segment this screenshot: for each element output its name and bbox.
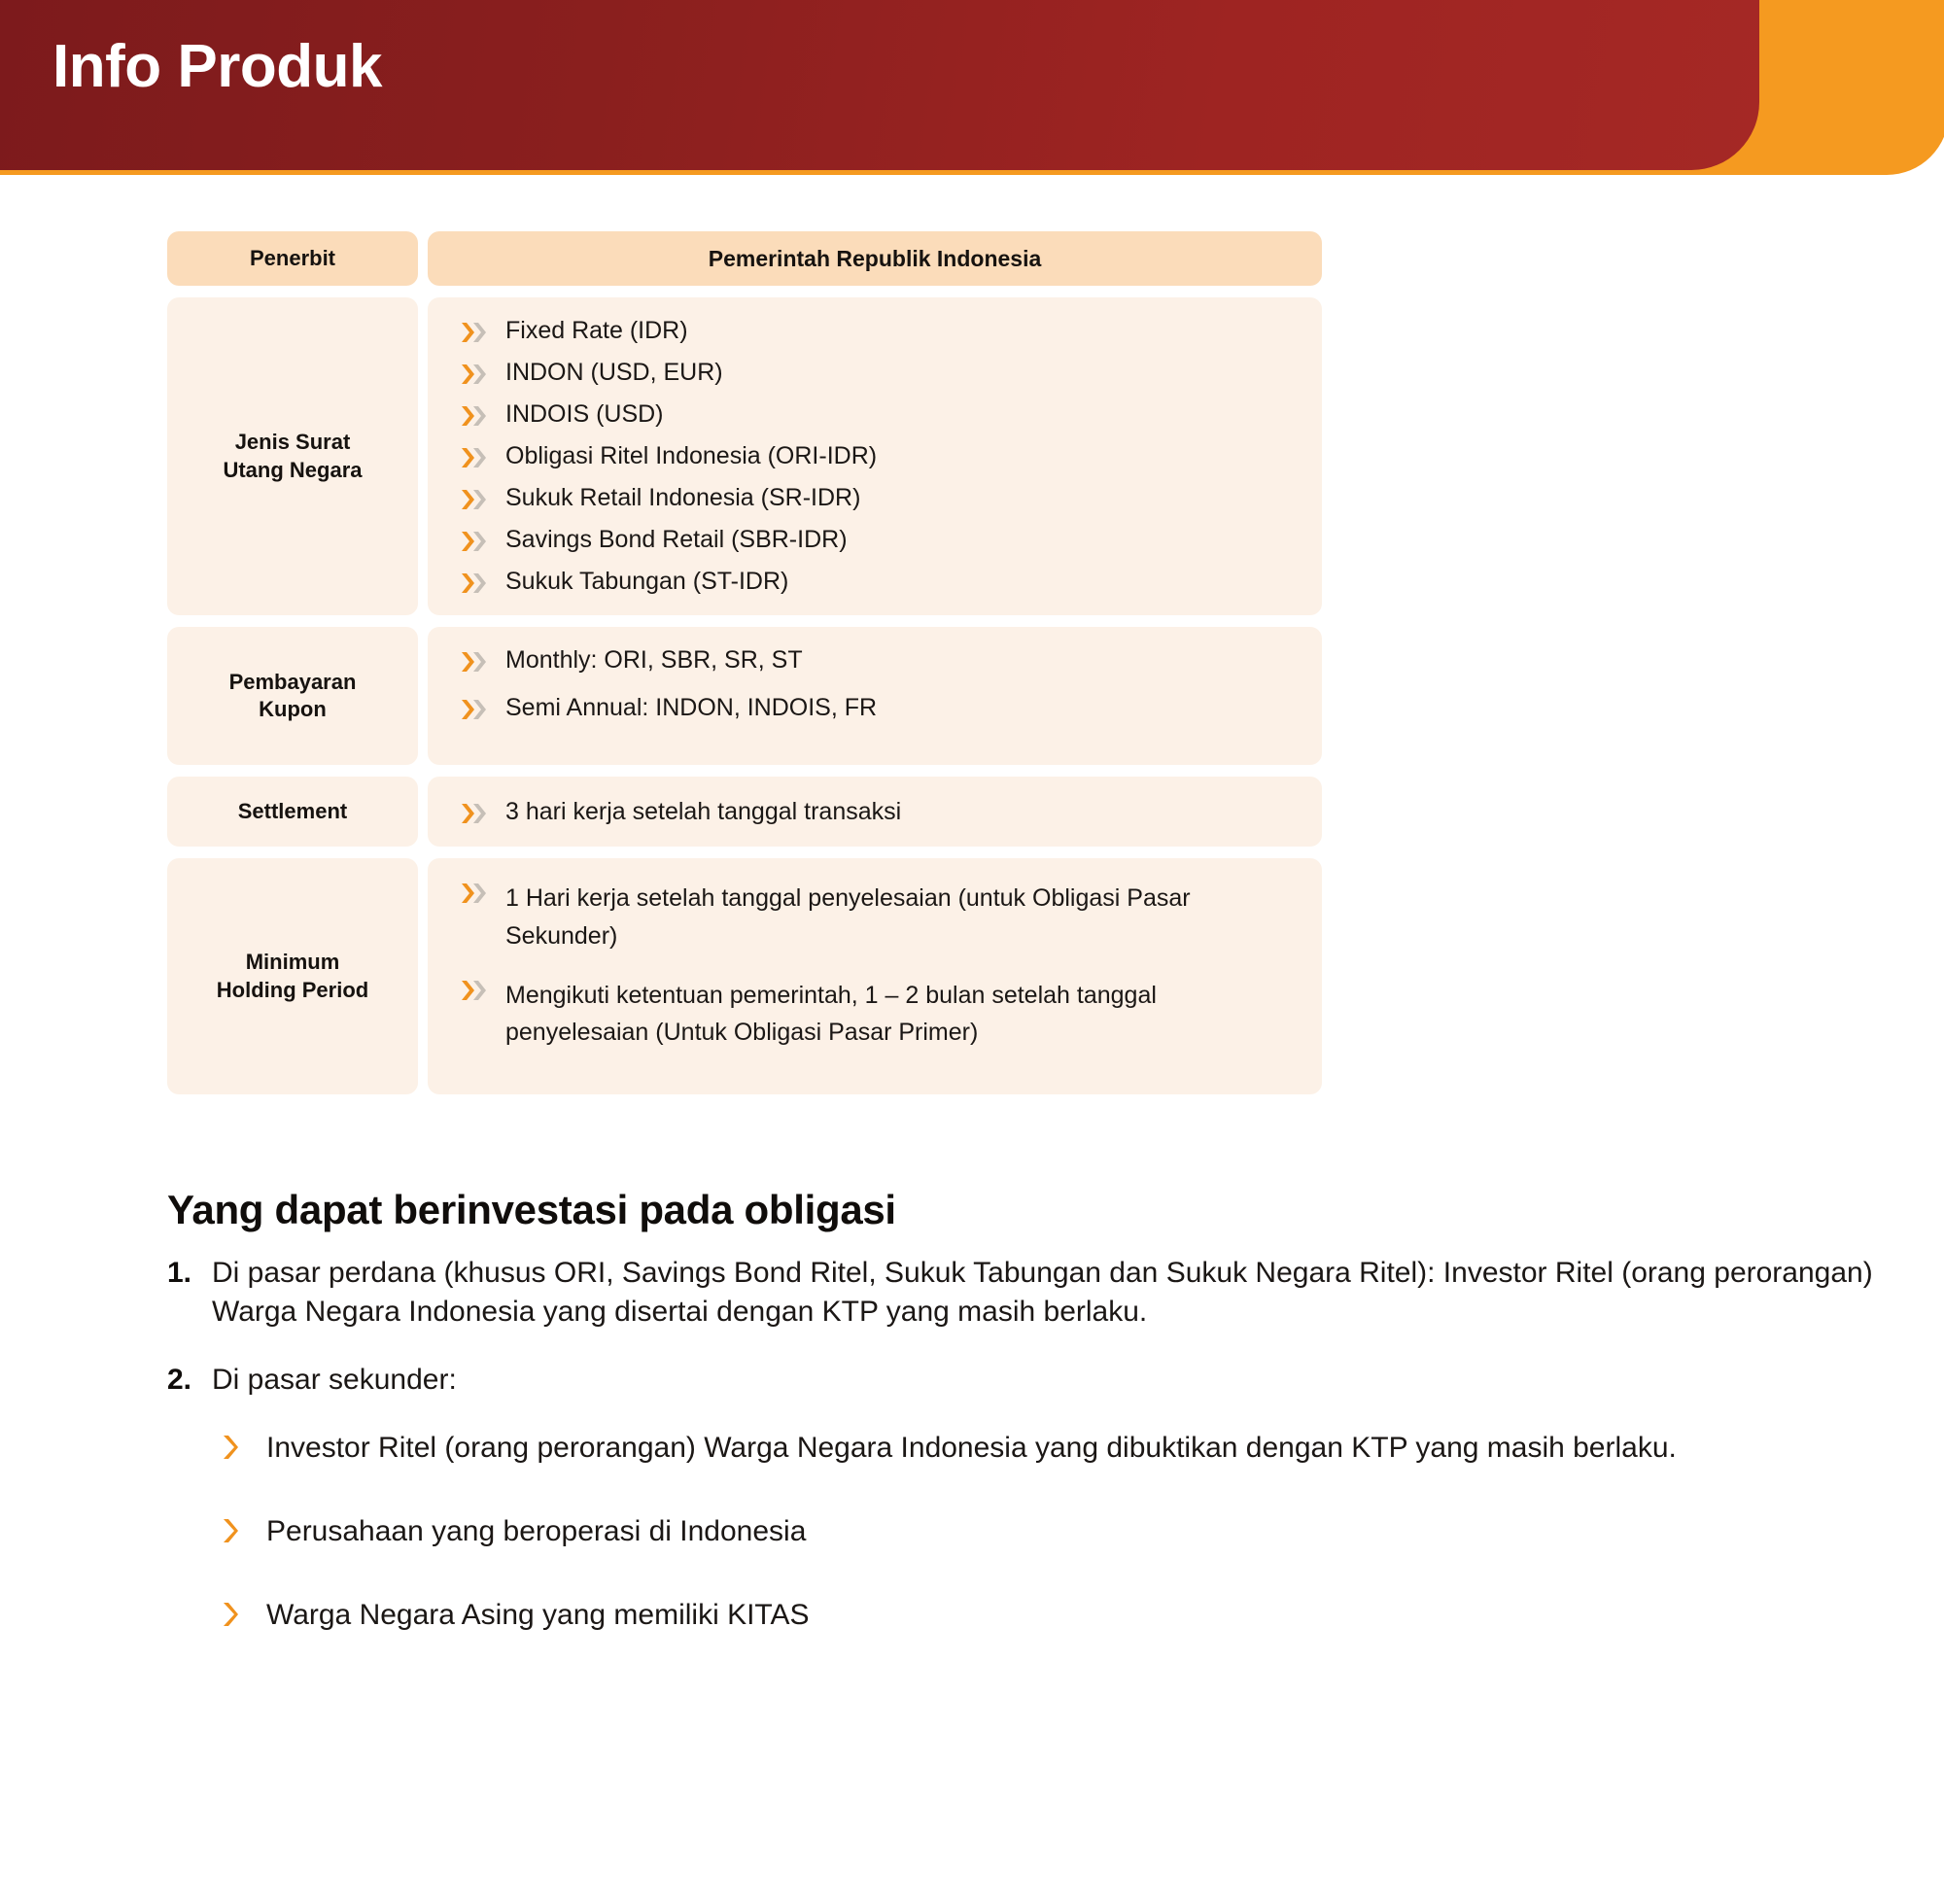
ordered-number: 1. <box>167 1257 192 1290</box>
ordered-text: Di pasar perdana (khusus ORI, Savings Bond Ritel, Sukuk Tabungan dan Sukuk Negara Ritel): Investor Ritel (orang perorangan) Warga Negara Indonesia yang disertai dengan KTP yang masih berlaku. <box>212 1257 1873 1329</box>
list-item-label: Savings Bond Retail (SBR-IDR) <box>505 526 848 553</box>
product-info-table <box>167 231 1322 1106</box>
list-item-label: Mengikuti ketentuan pemerintah, 1 – 2 bulan setelah tanggal penyelesaian (Untuk Obligasi Pasar Primer) <box>505 981 1157 1047</box>
list-item-label: Warga Negara Asing yang memiliki KITAS <box>266 1598 810 1631</box>
page-title: Info Produk <box>52 33 382 100</box>
table-row <box>167 297 1322 615</box>
page-header-banner <box>0 0 1944 180</box>
row-label-line-1: Minimum <box>245 950 340 975</box>
row-label-minimum-holding-period <box>167 858 418 1094</box>
table-row <box>167 627 1322 765</box>
double-chevron-icon <box>459 650 492 674</box>
table-row <box>167 858 1322 1094</box>
list-item-label: INDOIS (USD) <box>505 400 664 428</box>
list-item-label: Obligasi Ritel Indonesia (ORI-IDR) <box>505 442 878 469</box>
list-item-label: 3 hari kerja setelah tanggal transaksi <box>505 797 902 825</box>
row-content-minimum-holding-period <box>428 858 1322 1094</box>
double-chevron-icon <box>459 979 492 1002</box>
chevron-right-icon <box>220 1600 241 1629</box>
eligibility-section <box>167 1188 1888 1635</box>
list-item <box>455 880 1295 955</box>
bullet-list <box>455 319 1295 594</box>
bullet-list <box>455 880 1295 1073</box>
sub-bullet-list <box>167 1429 1888 1635</box>
list-item <box>455 319 1295 343</box>
row-label-pembayaran-kupon <box>167 627 418 765</box>
bullet-list <box>455 648 1295 744</box>
double-chevron-icon <box>459 488 492 511</box>
table-header-left: Penerbit <box>167 231 418 286</box>
double-chevron-icon <box>459 404 492 428</box>
list-item-label: Sukuk Tabungan (ST-IDR) <box>505 568 789 595</box>
row-label-line-2: Utang Negara <box>223 457 363 482</box>
chevron-right-icon <box>220 1433 241 1462</box>
row-label-line-2: Holding Period <box>216 977 369 1002</box>
row-label-settlement <box>167 777 418 847</box>
list-item-label: Monthly: ORI, SBR, SR, ST <box>505 646 803 674</box>
ordered-number: 2. <box>167 1363 192 1396</box>
list-item <box>455 977 1295 1053</box>
list-item <box>455 402 1295 427</box>
row-content-settlement <box>428 777 1322 847</box>
double-chevron-icon <box>459 530 492 553</box>
bullet-list <box>455 797 1295 825</box>
list-item <box>212 1429 1888 1468</box>
list-item <box>455 444 1295 468</box>
list-item <box>455 696 1295 720</box>
row-label-jenis-surat-utang-negara <box>167 297 418 615</box>
ordered-list-item-2 <box>167 1361 1888 1400</box>
row-content-pembayaran-kupon <box>428 627 1322 765</box>
double-chevron-icon <box>459 321 492 344</box>
list-item <box>455 797 1295 825</box>
row-label-line-2: Kupon <box>259 697 327 721</box>
list-item-label: Perusahaan yang beroperasi di Indonesia <box>266 1514 807 1547</box>
table-row <box>167 777 1322 847</box>
list-item <box>455 570 1295 594</box>
list-item <box>455 361 1295 385</box>
list-item-label: Fixed Rate (IDR) <box>505 317 688 344</box>
list-item-label: Semi Annual: INDON, INDOIS, FR <box>505 694 878 721</box>
list-item <box>455 486 1295 510</box>
list-item-label: 1 Hari kerja setelah tanggal penyelesaian (untuk Obligasi Pasar Sekunder) <box>505 884 1191 950</box>
double-chevron-icon <box>459 363 492 386</box>
list-item <box>455 648 1295 673</box>
list-item <box>212 1512 1888 1551</box>
double-chevron-icon <box>459 698 492 721</box>
table-header-right: Pemerintah Republik Indonesia <box>428 231 1322 286</box>
section-title: Yang dapat berinvestasi pada obligasi <box>167 1187 896 1232</box>
row-content-jenis-surat-utang-negara <box>428 297 1322 615</box>
list-item <box>212 1596 1888 1635</box>
row-label-line-1: Settlement <box>237 798 348 823</box>
double-chevron-icon <box>459 571 492 595</box>
double-chevron-icon <box>459 446 492 469</box>
ordered-list-item-1 <box>167 1254 1888 1332</box>
double-chevron-icon <box>459 802 492 825</box>
double-chevron-icon <box>459 882 492 905</box>
row-label-line-1: Pembayaran <box>228 669 357 694</box>
ordered-text: Di pasar sekunder: <box>212 1363 457 1396</box>
list-item-label: Sukuk Retail Indonesia (SR-IDR) <box>505 484 861 511</box>
chevron-right-icon <box>220 1516 241 1545</box>
list-item <box>455 528 1295 552</box>
table-header-row <box>167 231 1322 286</box>
list-item-label: INDON (USD, EUR) <box>505 359 723 386</box>
list-item-label: Investor Ritel (orang perorangan) Warga Negara Indonesia yang dibuktikan dengan KTP yang masih berlaku. <box>266 1431 1677 1464</box>
row-label-line-1: Jenis Surat <box>234 430 351 455</box>
